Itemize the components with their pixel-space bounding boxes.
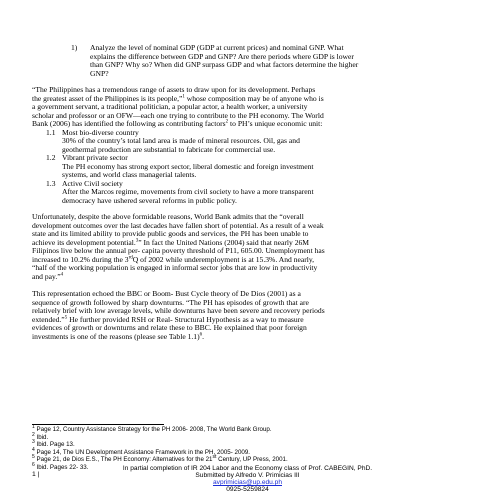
- footnote-ref[interactable]: 6: [199, 331, 203, 337]
- footnote-ref[interactable]: 3: [135, 237, 139, 243]
- footer-course-line: In partial completion of IR 204 Labor and the Economy class of Prof. CABEGIN, PhD.: [122, 465, 373, 472]
- footnote-ref[interactable]: 1: [182, 93, 185, 99]
- question-line: explains the difference between GDP and GNP? Are there periods where GDP is lower: [90, 51, 354, 61]
- paragraph-text: the greatest asset of the Philippines is its people,”: [32, 93, 183, 103]
- footnote-number: 4: [32, 446, 35, 453]
- paragraph-line: [32, 333, 204, 341]
- footnote-ref[interactable]: 4: [60, 271, 64, 277]
- paragraph-line: state and its limited ability to provide public goods and services, the PH has been unable to: [32, 229, 309, 238]
- footnote: [32, 423, 272, 434]
- paragraph-text: He further provided RSH or Real- Structural Hypothesis as a way to measure: [67, 314, 304, 324]
- footnote: [32, 438, 75, 449]
- paragraph-line: This representation echoed the BBC or Boom- Bust Cycle theory of De Dios (2001) as a: [32, 289, 301, 298]
- question-line: than GNP? Why so? When did GNP surpass GDP and what factors determine the higher: [90, 60, 359, 69]
- list-item-title: Most bio-diverse country: [62, 127, 139, 137]
- footnote-text: Ibid.: [36, 433, 49, 441]
- footnote-number: 6: [32, 461, 35, 468]
- question-line: GNP?: [90, 68, 109, 78]
- question-number: 1): [71, 43, 78, 52]
- ordinal-suffix: rd: [128, 254, 133, 260]
- paragraph-line: a government servant, a traditional politician, a popular actor, a health worker, a university: [32, 102, 308, 111]
- footnote-number: 5: [32, 453, 35, 460]
- footnote-text: Century, UP Press, 2001.: [216, 456, 288, 463]
- footnote-ref[interactable]: 2: [225, 119, 229, 125]
- footnote-text: Page 12, Country Assistance Strategy for the PH 2006- 2008, The World Bank Group.: [36, 426, 272, 433]
- footnote: [32, 446, 250, 457]
- paragraph-line: [32, 273, 63, 281]
- paragraph-text: investments is one of the reasons (please see Table 1.1): [32, 331, 200, 341]
- paragraph-text: ” In fact the United Nations (2004) said that nearly 26M: [138, 237, 310, 247]
- paragraph-text: increased to 10.2% during the 3: [32, 254, 129, 264]
- ordinal-suffix: st: [212, 453, 217, 460]
- paragraph-text: whose composition may be of anyone who is: [184, 93, 324, 103]
- paragraph-text: and pay.”: [32, 271, 61, 281]
- footer-phone: 0925-5259824: [226, 486, 269, 493]
- footnote-number: 3: [32, 438, 35, 445]
- list-item-line: systems, and world class managerial talents.: [62, 170, 197, 179]
- list-item-line: democracy have ushered several reforms in public policy.: [62, 195, 237, 205]
- list-item-number: 1.3: [46, 178, 56, 188]
- footnote-number: 1: [32, 423, 35, 430]
- paragraph-text: to PH’s unique economic unit:: [228, 119, 323, 128]
- footnote-text: Ibid. Pages 22- 33.: [36, 463, 89, 471]
- question-line: Analyze the level of nominal GDP (GDP at current prices) and nominal GNP. What: [90, 43, 344, 52]
- paragraph-line: evidences of growth or downturns and relate these to BBC. He explained that poor foreign: [32, 323, 307, 332]
- paragraph-text: Bank (2006) has identified the following as contributing factors: [32, 119, 226, 128]
- paragraph-line: sequence of growth followed by sharp downturns. “The PH has episodes of growth that are: [32, 297, 309, 307]
- paragraph-line: Filipinos live below the annual per- capita poverty threshold of P11, 605.00. Unemployment has: [32, 246, 325, 255]
- list-item-line: The PH economy has strong export sector, liberal domestic and foreign investment: [62, 161, 314, 171]
- footnote: [32, 453, 288, 464]
- page-number: 1 |: [32, 470, 40, 478]
- list-item-title: Active Civil society: [62, 178, 123, 188]
- paragraph-line: Unfortunately, despite the above formidable reasons, World Bank admits that the “overall: [32, 212, 304, 221]
- list-item-line: 30% of the country’s total land area is made of mineral resources. Oil, gas and: [62, 136, 300, 145]
- paragraph-line: development outcomes over the last decades have fallen short of potential. As a result of a weak: [32, 220, 324, 230]
- list-item-number: 1.1: [46, 127, 56, 137]
- footnote-number: 2: [32, 431, 35, 438]
- paragraph-line: “half of the working population is engaged in informal sector jobs that are low in productivity: [32, 263, 318, 272]
- paragraph-text: Q of 2002 while underemployment is at 15.3%. And nearly,: [132, 254, 315, 264]
- footnote-text: Page 14, The UN Development Assistance Framework in the PH, 2005- 2009.: [36, 448, 250, 456]
- paragraph-line: relatively brief with low average levels, while downturns have been severe and recovery periods: [32, 306, 325, 315]
- list-item-title: Vibrant private sector: [62, 153, 128, 162]
- paragraph-line: “The Philippines has a tremendous range of assets to draw upon for its development. Perhaps: [32, 85, 316, 94]
- list-item-number: 1.2: [46, 153, 56, 162]
- paragraph-text: .: [202, 331, 205, 341]
- footnote-ref[interactable]: 5: [64, 314, 68, 320]
- footnote-divider: [32, 424, 164, 425]
- paragraph-text: achieve its development potential.: [32, 237, 136, 247]
- footnote-text: Ibid. Page 13.: [36, 441, 75, 448]
- paragraph-text: extended.”: [32, 314, 65, 324]
- paragraph-line: scholar and professor or an OFW—each one trying to contribute to the PH economy. The World: [32, 110, 324, 120]
- list-item-line: geothermal production are substantial to fabricate for commercial use.: [62, 144, 276, 154]
- list-item-line: After the Marcos regime, movements from civil society to have a more transparent: [62, 187, 314, 196]
- footer-author-line: Submitted by Alfredo V. Primicias III: [195, 472, 300, 479]
- footer-email-link[interactable]: avprimicias@up.edu.ph: [212, 479, 282, 486]
- footnote-text: Page 21, de Dios E.S., The PH Economy: Alternatives for the 21: [36, 456, 213, 463]
